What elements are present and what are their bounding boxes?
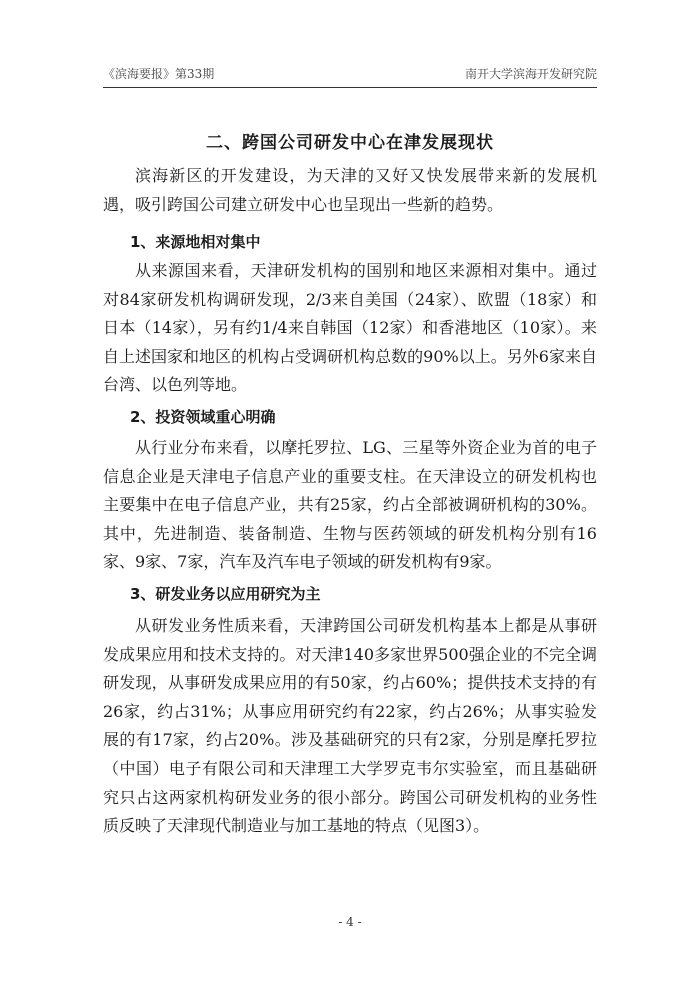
page-number: - 4 - xyxy=(338,915,362,929)
paragraph-3: 从研发业务性质来看，天津跨国公司研发机构基本上都是从事研发成果应用和技术支持的。对天津140多家世界500强企业的不完全调研发现，从事研发成果应用的有50家，约占60%；提供技术支持的有26家，约占31%；从事应用研究约有22家，约占26%；从事实验发展的有17家，约占20%。涉及基础研究的只有2家，分别是摩托罗拉（中国）电子有限公司和天津理工大学罗克韦尔实验室，而且基础研究只占这两家机构研发业务的很小部分。跨国公司研发机构的业务性质反映了天津现代制造业与加工基地的特点（见图3）。 xyxy=(103,616,597,836)
institution-name: 南开大学滨海开发研究院 xyxy=(464,67,597,81)
subheading-2: 2、投资领域重心明确 xyxy=(130,408,276,426)
paragraph-2: 从行业分布来看，以摩托罗拉、LG、三星等外资企业为首的电子信息企业是天津电子信息产业的重要支柱。在天津设立的研发机构也主要集中在电子信息产业，共有25家，约占全部被调研机构的30%。其中，先进制造、装备制造、生物与医药领域的研发机构分别有16家、9家、7家，汽车及汽车电子领域的研发机构有9家。 xyxy=(103,438,597,572)
section-title: 二、跨国公司研发中心在津发展现状 xyxy=(206,133,494,153)
subheading-1: 1、来源地相对集中 xyxy=(130,233,261,251)
subheading-3: 3、研发业务以应用研究为主 xyxy=(130,585,321,603)
running-header xyxy=(103,61,597,88)
intro-paragraph: 滨海新区的开发建设，为天津的又好又快发展带来新的发展机遇，吸引跨国公司建立研发中心也呈现出一些新的趋势。 xyxy=(103,166,597,214)
paragraph-1: 从来源国来看，天津研发机构的国别和地区来源相对集中。通过对84家研发机构调研发现，2/3来自美国（24家）、欧盟（18家）和日本（14家），另有约1/4来自韩国（12家）和香港地区（10家）。来自上述国家和地区的机构占受调研机构总数的90%以上。另外6家来自台湾、以色列等地。 xyxy=(103,261,597,395)
journal-issue: 《滨海要报》第33期 xyxy=(103,67,215,81)
